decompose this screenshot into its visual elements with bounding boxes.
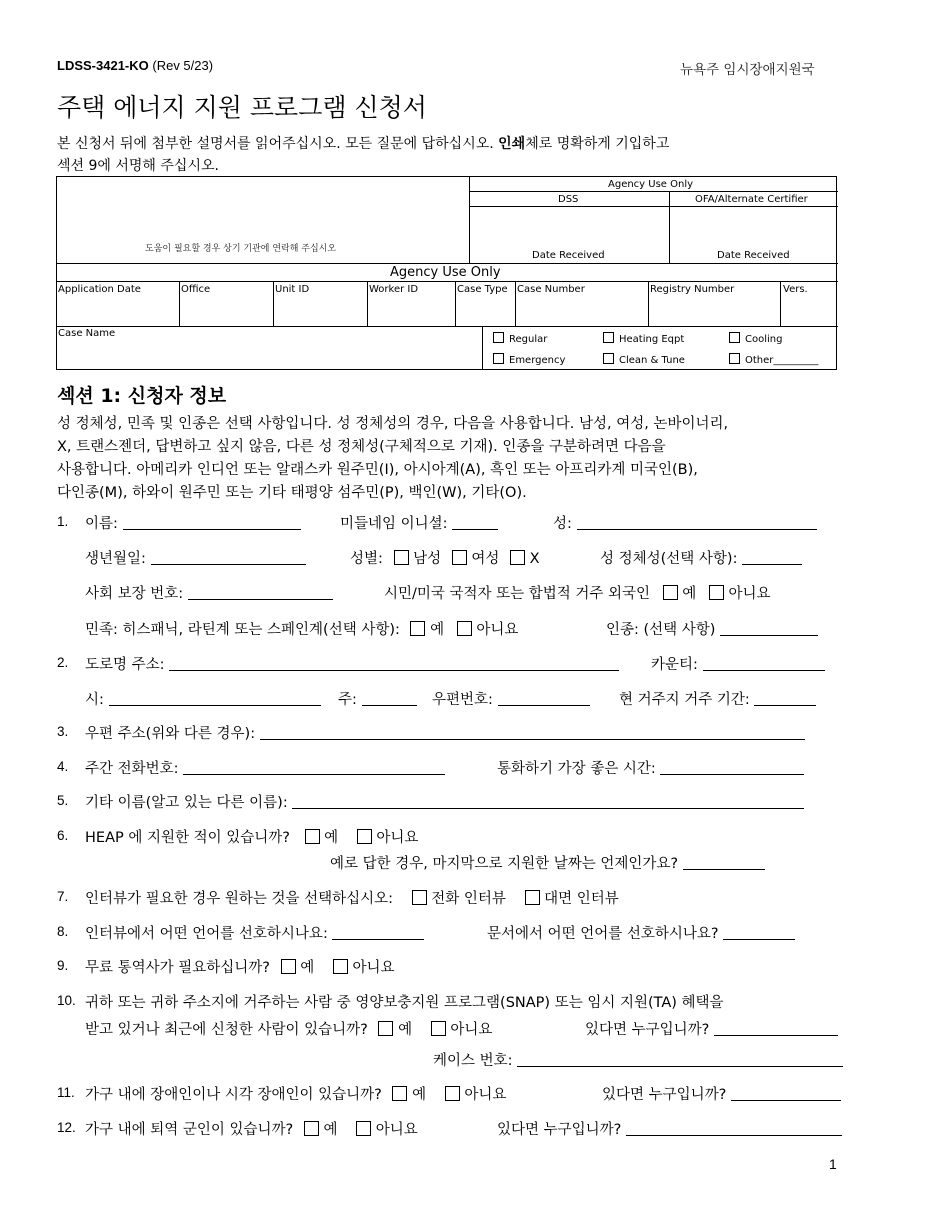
checkbox-icon[interactable] [493, 353, 504, 364]
option-other[interactable] [729, 353, 818, 366]
agency-name: 뉴욕주 임시장애지원국 [680, 62, 815, 78]
ssn-label: 사회 보장 번호: [85, 586, 184, 602]
snap-ta-label: 받고 있거나 최근에 신청한 사람이 있습니까? [85, 1022, 368, 1038]
ethnicity-no-checkbox[interactable] [457, 621, 472, 636]
q2-county-row [651, 653, 825, 674]
citizen-label: 시민/미국 국적자 또는 합법적 거주 외국인 [384, 586, 651, 602]
sex-male-checkbox[interactable] [394, 550, 409, 565]
veteran-no-checkbox[interactable] [356, 1121, 371, 1136]
section-1-title: 섹션 1: 신청자 정보 [57, 385, 227, 407]
intro-bold: 인쇄 [498, 136, 526, 152]
interview-phone-label: 전화 인터뷰 [431, 891, 506, 907]
q10-case-row [433, 1049, 843, 1070]
day-phone-field[interactable] [183, 760, 445, 775]
mailing-address-field[interactable] [260, 725, 805, 740]
q10-line1: 귀하 또는 귀하 주소지에 거주하는 사람 중 영양보충지원 프로그램(SNAP) 또는 임시 지원(TA) 혜택을 [85, 995, 724, 1011]
other-names-field[interactable] [292, 794, 804, 809]
page-title: 주택 에너지 지원 프로그램 신청서 [57, 93, 427, 122]
last-name-label: 성: [553, 516, 572, 532]
agency-use-box [56, 176, 837, 370]
option-cooling-label: Cooling [745, 334, 783, 345]
county-field[interactable] [703, 656, 825, 671]
last-name-field[interactable] [577, 515, 817, 530]
middle-initial-label: 미들네임 이니셜: [340, 516, 448, 532]
interview-in-person-checkbox[interactable] [525, 890, 540, 905]
state-field[interactable] [362, 691, 417, 706]
ethnicity-no-label: 아니요 [476, 622, 519, 638]
desc-line: 성 정체성, 민족 및 인종은 선택 사항입니다. 성 정체성의 경우, 다음을 사용합니다. 남성, 여성, 논바이너리, [57, 416, 729, 432]
document-language-field[interactable] [723, 925, 795, 940]
state-label: 주: [338, 692, 357, 708]
sex-label: 성별: [350, 551, 383, 567]
street-field[interactable] [169, 656, 619, 671]
heap-last-date-field[interactable] [683, 855, 765, 870]
sex-female-checkbox[interactable] [452, 550, 467, 565]
q3-number: 3. [57, 724, 69, 739]
q12-row [85, 1118, 418, 1139]
desc-line: 다인종(M), 하와이 원주민 또는 기타 태평양 섬주민(P), 백인(W), 기타(O). [57, 485, 527, 501]
desc-line: X, 트랜스젠더, 답변하고 싶지 않음, 다른 성 정체성(구체적으로 기재). 인종을 구분하려면 다음을 [57, 439, 666, 455]
intro-line2: 섹션 9에 서명해 주십시오. [57, 158, 219, 174]
q4-best-time-row [497, 757, 804, 778]
gender-identity-label: 성 정체성(선택 사항): [600, 551, 738, 567]
document-language-label: 문서에서 어떤 언어를 선호하시나요? [487, 926, 719, 942]
middle-initial-field[interactable] [452, 515, 498, 530]
snap-yes-label: 예 [398, 1022, 413, 1038]
q10-number: 10. [57, 993, 76, 1008]
intro-part2: 체로 명확하게 기입하고 [525, 136, 670, 152]
q9-number: 9. [57, 958, 69, 973]
best-time-field[interactable] [660, 760, 804, 775]
checkbox-icon[interactable] [729, 332, 740, 343]
q6-row [85, 826, 418, 847]
other-names-label: 기타 이름(알고 있는 다른 이름): [85, 795, 288, 811]
q1-name-row [85, 512, 301, 533]
option-regular[interactable] [493, 332, 547, 345]
field-case-name: Case Name [58, 328, 116, 339]
field-case-number: Case Number [517, 284, 585, 295]
q2-duration-row [619, 688, 816, 709]
snap-no-label: 아니요 [450, 1022, 493, 1038]
agency-use-only-label: Agency Use Only [608, 179, 694, 190]
q2-number: 2. [57, 655, 69, 670]
interview-language-field[interactable] [332, 925, 424, 940]
snap-yes-checkbox[interactable] [378, 1021, 393, 1036]
citizen-yes-label: 예 [682, 586, 697, 602]
veteran-label: 가구 내에 퇴역 군인이 있습니까? [85, 1122, 294, 1138]
zip-field[interactable] [498, 691, 590, 706]
dob-label: 생년월일: [85, 551, 146, 567]
date-received-dss: Date Received [532, 250, 605, 261]
section-1-description [57, 413, 847, 505]
disability-label: 가구 내에 장애인이나 시각 장애인이 있습니까? [85, 1087, 382, 1103]
q7-row [85, 887, 619, 908]
form-code: LDSS-3421-KO [57, 58, 149, 73]
q9-row [85, 956, 394, 977]
duration-field[interactable] [754, 691, 816, 706]
sex-male-label: 남성 [413, 551, 442, 567]
first-name-label: 이름: [85, 516, 118, 532]
interview-phone-checkbox[interactable] [412, 890, 427, 905]
agency-use-only-mid: Agency Use Only [390, 265, 501, 280]
option-regular-label: Regular [509, 334, 548, 345]
interpreter-no-label: 아니요 [352, 960, 395, 976]
snap-who-field[interactable] [714, 1021, 838, 1036]
ssn-field[interactable] [188, 585, 333, 600]
street-label: 도로명 주소: [85, 657, 165, 673]
field-unit-id: Unit ID [275, 284, 310, 295]
disability-who-label: 있다면 누구입니까? [602, 1087, 727, 1103]
veteran-no-label: 아니요 [375, 1122, 418, 1138]
option-emergency[interactable] [493, 353, 565, 366]
contact-note: 도움이 필요할 경우 상기 기관에 연락해 주십시오 [145, 244, 337, 254]
interview-in-person-label: 대면 인터뷰 [544, 891, 619, 907]
sex-x-checkbox[interactable] [510, 550, 525, 565]
gender-identity-field[interactable] [742, 550, 802, 565]
option-clean-tune[interactable] [603, 353, 685, 366]
checkbox-icon[interactable] [493, 332, 504, 343]
checkbox-icon[interactable] [603, 332, 614, 343]
q11-row [85, 1083, 506, 1104]
heap-applied-label: HEAP 에 지원한 적이 있습니까? [85, 830, 290, 846]
ethnicity-yes-label: 예 [430, 622, 445, 638]
interpreter-no-checkbox[interactable] [333, 959, 348, 974]
option-heating-label: Heating Eqpt [619, 334, 685, 345]
field-office: Office [181, 284, 211, 295]
interpreter-label: 무료 통역사가 필요하십니까? [85, 960, 270, 976]
q2-state-row [338, 688, 417, 709]
desc-line: 사용합니다. 아메리카 인디언 또는 알래스카 원주민(I), 아시아계(A), 흑인 또는 아프리카계 미국인(B), [57, 462, 698, 478]
form-revision: (Rev 5/23) [152, 58, 214, 73]
veteran-yes-checkbox[interactable] [304, 1121, 319, 1136]
q8-number: 8. [57, 924, 69, 939]
disability-who-field[interactable] [731, 1086, 841, 1101]
q1-middle-row [340, 512, 498, 533]
q8-interview-lang-row [85, 922, 424, 943]
citizen-no-label: 아니요 [728, 586, 771, 602]
duration-label: 현 거주지 거주 기간: [619, 692, 750, 708]
interview-pref-label: 인터뷰가 필요한 경우 원하는 것을 선택하십시오: [85, 891, 394, 907]
snap-no-checkbox[interactable] [431, 1021, 446, 1036]
q1-ssn-row [85, 582, 333, 603]
q1-gender-row [600, 547, 802, 568]
heap-yes-label: 예 [324, 830, 339, 846]
sex-female-label: 여성 [471, 551, 500, 567]
heap-no-label: 아니요 [376, 830, 419, 846]
heap-no-checkbox[interactable] [357, 829, 372, 844]
q1-last-row [553, 512, 817, 533]
q6-followup-row [330, 852, 765, 873]
q2-zip-row [432, 688, 590, 709]
dss-label: DSS [558, 194, 579, 205]
sex-x-label: X [529, 551, 540, 567]
ethnicity-label: 민족: 히스패닉, 라틴계 또는 스페인계(선택 사항): [85, 622, 400, 638]
q5-number: 5. [57, 793, 69, 808]
interpreter-yes-label: 예 [300, 960, 315, 976]
interview-language-label: 인터뷰에서 어떤 언어를 선호하시나요: [85, 926, 328, 942]
q1-race-row [606, 618, 818, 639]
snap-who-label: 있다면 누구입니까? [585, 1022, 710, 1038]
case-number-field[interactable] [517, 1052, 843, 1067]
q1-sex-row [350, 547, 540, 568]
best-time-label: 통화하기 가장 좋은 시간: [497, 761, 656, 777]
disability-no-checkbox[interactable] [445, 1086, 460, 1101]
q3-row [85, 722, 805, 743]
interpreter-yes-checkbox[interactable] [281, 959, 296, 974]
q12-number: 12. [57, 1120, 76, 1135]
q6-number: 6. [57, 828, 69, 843]
checkbox-icon[interactable] [603, 353, 614, 364]
zip-label: 우편번호: [432, 692, 493, 708]
dob-field[interactable] [151, 550, 306, 565]
county-label: 카운티: [651, 657, 698, 673]
citizen-no-checkbox[interactable] [709, 585, 724, 600]
race-label: 인종: (선택 사항) [606, 622, 716, 638]
form-id [57, 58, 213, 73]
q5-row [85, 791, 804, 812]
case-number-label: 케이스 번호: [433, 1053, 513, 1069]
veteran-who-label: 있다면 누구입니까? [497, 1122, 622, 1138]
q4-number: 4. [57, 759, 69, 774]
q2-city-row [85, 688, 321, 709]
citizen-yes-checkbox[interactable] [663, 585, 678, 600]
mailing-address-label: 우편 주소(위와 다른 경우): [85, 726, 256, 742]
disability-yes-checkbox[interactable] [392, 1086, 407, 1101]
q11-number: 11. [57, 1085, 75, 1100]
option-other-label: Other_________ [745, 355, 819, 366]
city-label: 시: [85, 692, 104, 708]
q4-phone-row [85, 757, 445, 778]
q7-number: 7. [57, 889, 69, 904]
q1-number: 1. [57, 514, 69, 529]
page-number: 1 [829, 1156, 837, 1172]
q2-street-row [85, 653, 619, 674]
field-registry-number: Registry Number [650, 284, 735, 295]
race-field[interactable] [720, 621, 818, 636]
q1-dob-row [85, 547, 306, 568]
q1-ethnicity-row [85, 618, 518, 639]
field-application-date: Application Date [58, 284, 141, 295]
q11-who-row [602, 1083, 841, 1104]
veteran-who-field[interactable] [626, 1121, 842, 1136]
option-emergency-label: Emergency [509, 355, 566, 366]
disability-yes-label: 예 [412, 1087, 427, 1103]
option-cooling[interactable] [729, 332, 782, 345]
field-worker-id: Worker ID [369, 284, 419, 295]
disability-no-label: 아니요 [464, 1087, 507, 1103]
checkbox-icon[interactable] [729, 353, 740, 364]
q10-who-row [585, 1018, 838, 1039]
day-phone-label: 주간 전화번호: [85, 761, 179, 777]
ethnicity-yes-checkbox[interactable] [410, 621, 425, 636]
heap-last-date-label: 예로 답한 경우, 마지막으로 지원한 날짜는 언제인가요? [330, 856, 679, 872]
q8-doc-lang-row [487, 922, 795, 943]
date-received-ofa: Date Received [717, 250, 790, 261]
first-name-field[interactable] [123, 515, 301, 530]
option-clean-tune-label: Clean & Tune [619, 355, 685, 366]
intro-text [57, 133, 837, 177]
field-case-type: Case Type [457, 284, 508, 295]
q10-line2-row [85, 1018, 492, 1039]
intro-part1: 본 신청서 뒤에 첨부한 설명서를 읽어주십시오. 모든 질문에 답하십시오. [57, 136, 499, 152]
veteran-yes-label: 예 [323, 1122, 338, 1138]
option-heating-eqpt[interactable] [603, 332, 684, 345]
city-field[interactable] [109, 691, 321, 706]
heap-yes-checkbox[interactable] [305, 829, 320, 844]
field-vers: Vers. [783, 284, 808, 295]
ofa-label: OFA/Alternate Certifier [695, 194, 808, 205]
q12-who-row [497, 1118, 842, 1139]
q1-citizen-row [384, 582, 771, 603]
